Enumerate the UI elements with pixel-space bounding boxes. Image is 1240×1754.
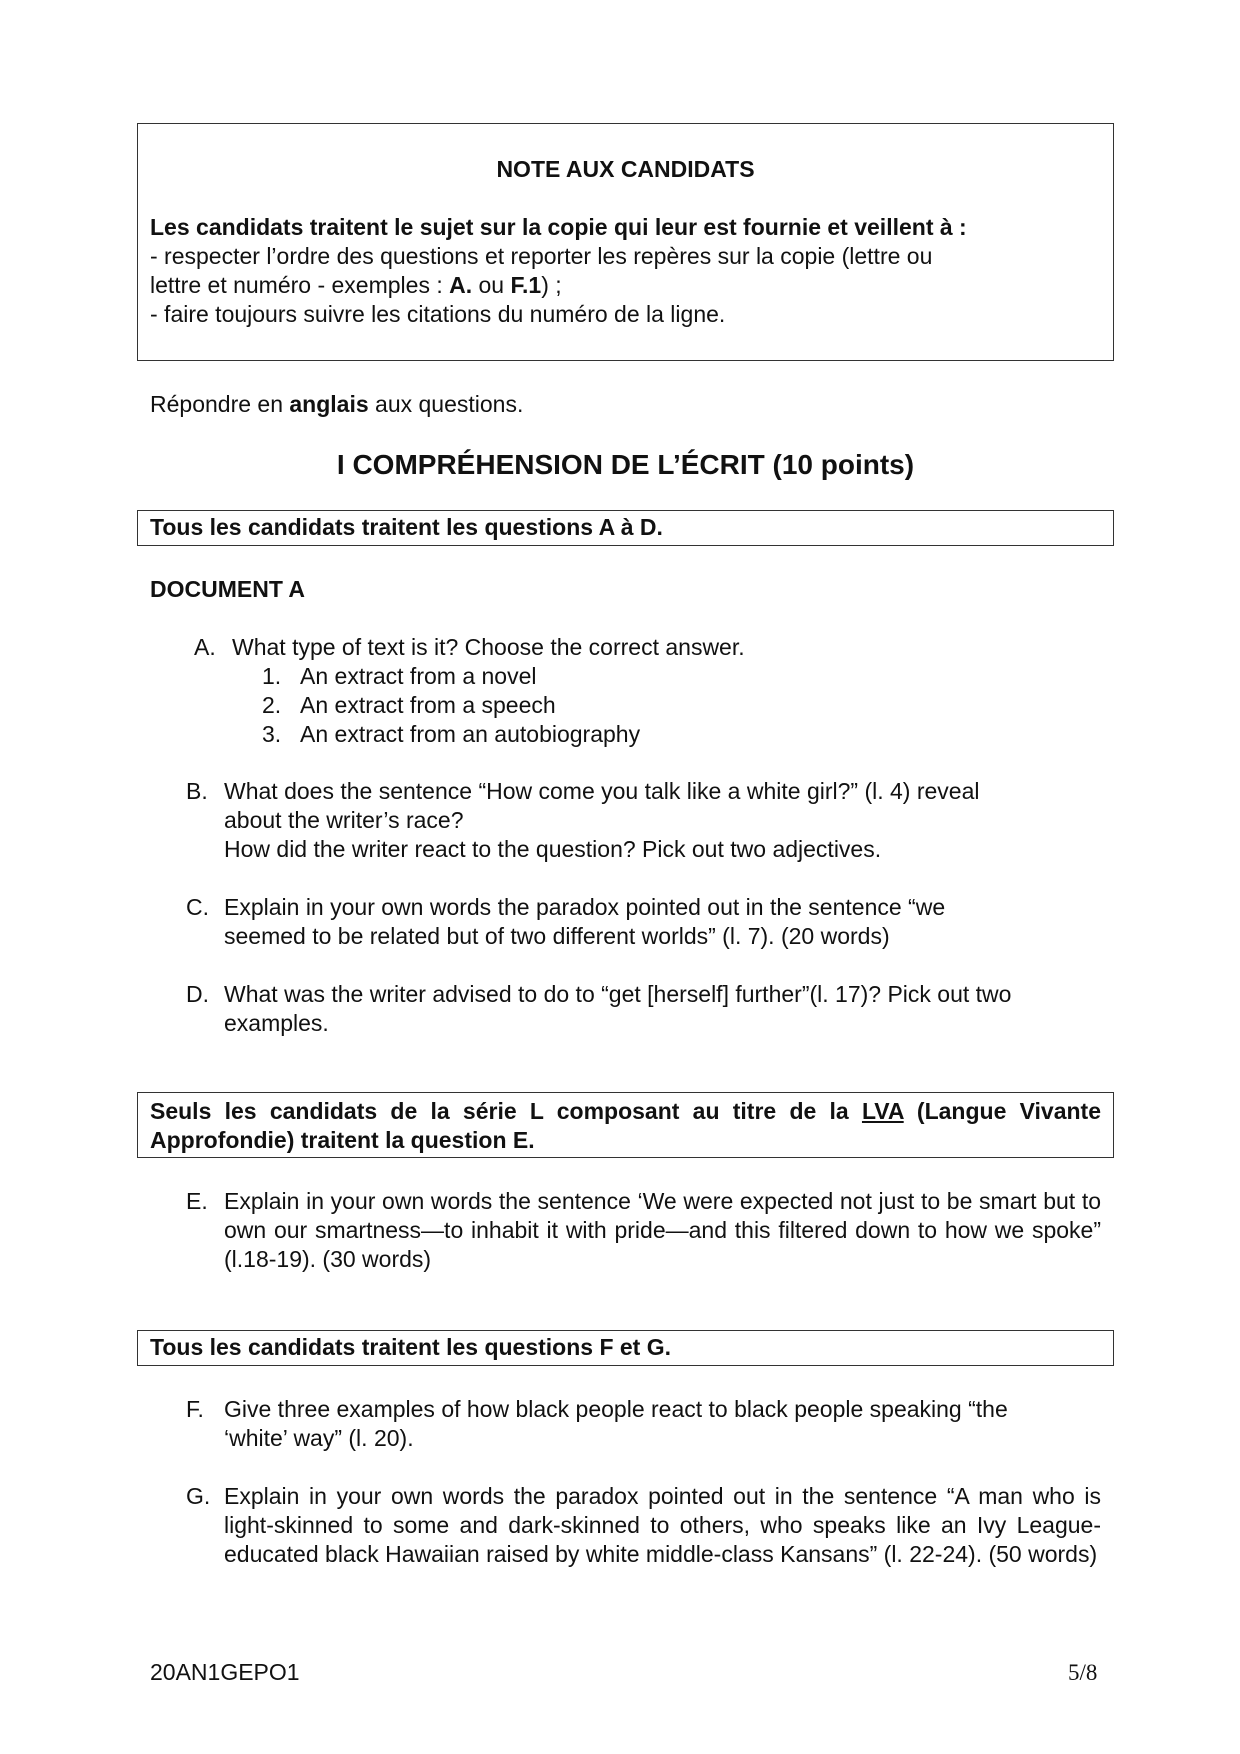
note-rule-1b-post: ) ; <box>541 272 562 298</box>
option-3-text: An extract from an autobiography <box>300 721 641 747</box>
option-3-num: 3. <box>262 721 282 747</box>
question-c-label: C. <box>186 894 209 920</box>
question-d-label: D. <box>186 981 209 1007</box>
question-b-line3: How did the writer react to the question? Pick out two adjectives. <box>224 836 882 862</box>
question-g-label: G. <box>186 1483 211 1509</box>
answer-instruction <box>150 390 523 419</box>
option-2-num: 2. <box>262 692 282 718</box>
answer-instruction-pre: Répondre en <box>150 391 290 417</box>
option-1-text: An extract from a novel <box>300 663 537 689</box>
note-intro: Les candidats traitent le sujet sur la copie qui leur est fournie et veillent à : <box>150 214 967 240</box>
question-b-line2: about the writer’s race? <box>224 807 464 833</box>
question-f-label: F. <box>186 1396 204 1422</box>
note-title: NOTE AUX CANDIDATS <box>496 156 755 182</box>
note-rule-1b-pre: lettre et numéro - exemples : <box>150 272 450 298</box>
question-g-text: Explain in your own words the paradox pointed out in the sentence “A man who is light-skinned to some and dark-skinned to others, who speaks like an Ivy League-educated black Hawaiian raised by white middle-class Kansans” (l. 22-24). (50 words) <box>224 1483 1101 1567</box>
banner-question-e-line2: Approfondie) traitent la question E. <box>150 1127 535 1153</box>
note-rule-1b-mid: ou <box>472 272 511 298</box>
question-e-text: Explain in your own words the sentence ‘We were expected not just to be smart but to own our smartness—to inhabit it with pride—and this filtered down to how we spoke” (l.18-19). (30 words) <box>224 1188 1101 1272</box>
section-title: I COMPRÉHENSION DE L’ÉCRIT (10 points) <box>336 449 915 480</box>
banner-questions-f-g-text: Tous les candidats traitent les questions F et G. <box>150 1334 672 1360</box>
question-f-line2: ‘white’ way” (l. 20). <box>224 1425 414 1451</box>
question-a-label: A. <box>194 634 216 660</box>
banner-question-e-post: (Langue Vivante <box>903 1098 1102 1124</box>
question-a-text: What type of text is it? Choose the correct answer. <box>232 634 745 660</box>
question-f-line1: Give three examples of how black people react to black people speaking “the <box>224 1396 1008 1422</box>
question-c-line2: seemed to be related but of two different worlds” (l. 7). (20 words) <box>224 923 890 949</box>
footer-page-number: 5/8 <box>1068 1660 1098 1685</box>
document-label: DOCUMENT A <box>150 576 306 602</box>
option-2-text: An extract from a speech <box>300 692 556 718</box>
banner-questions-a-d-text: Tous les candidats traitent les questions A à D. <box>150 514 663 540</box>
note-example-a: A. <box>449 272 473 298</box>
question-c-line1: Explain in your own words the paradox pointed out in the sentence “we <box>224 894 946 920</box>
question-b-line1: What does the sentence “How come you talk like a white girl?” (l. 4) reveal <box>224 778 980 804</box>
question-b-label: B. <box>186 778 208 804</box>
banner-question-e-pre: Seuls les candidats de la série L composant au titre de la <box>150 1098 862 1124</box>
note-rule-1a: - respecter l’ordre des questions et reporter les repères sur la copie (lettre ou <box>150 243 933 269</box>
question-d-line1: What was the writer advised to do to “get [herself] further”(l. 17)? Pick out two <box>224 981 1012 1007</box>
footer-code: 20AN1GEPO1 <box>150 1659 300 1685</box>
option-1-num: 1. <box>262 663 282 689</box>
answer-instruction-lang: anglais <box>289 391 369 417</box>
question-d-line2: examples. <box>224 1010 329 1036</box>
note-rule-1b <box>150 271 562 300</box>
question-e-label: E. <box>186 1188 208 1214</box>
banner-question-e-lva: LVA <box>861 1098 904 1124</box>
banner-question-e-line1 <box>150 1097 1101 1126</box>
note-rule-2: - faire toujours suivre les citations du numéro de la ligne. <box>150 301 726 327</box>
note-example-f1: F.1 <box>510 272 542 298</box>
answer-instruction-post: aux questions. <box>368 391 524 417</box>
